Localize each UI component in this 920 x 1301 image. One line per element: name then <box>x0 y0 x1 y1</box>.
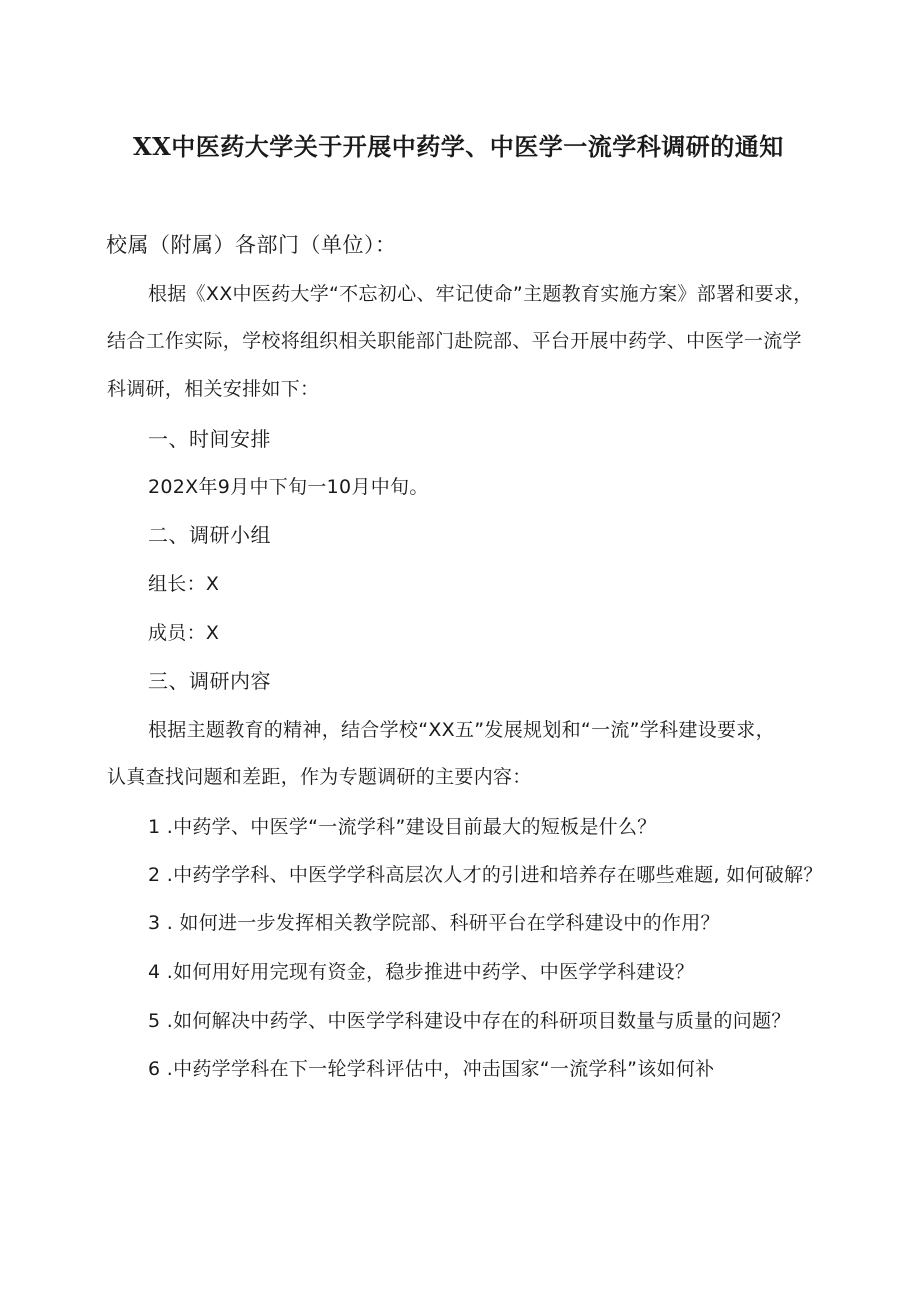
section-heading-team: 二、调研小组 <box>148 523 271 547</box>
content-intro-line-1: 根据主题教育的精神，结合学校“XX五”发展规划和“一流”学科建设要求， <box>148 719 775 741</box>
schedule-content: 202X年9月中下旬一10月中旬。 <box>148 476 429 498</box>
intro-line-2: 结合工作实际，学校将组织相关职能部门赴院部、平台开展中药学、中医学一流学 <box>107 330 802 352</box>
list-item: 1 .中药学、中医学“一流学科”建设目前最大的短板是什么？ <box>148 816 657 838</box>
section-heading-content: 三、调研内容 <box>148 669 271 693</box>
salutation: 校属（附属）各部门（单位）： <box>106 233 397 257</box>
list-item: 4 .如何用好用完现有资金，稳步推进中药学、中医学学科建设？ <box>148 961 695 983</box>
list-item: 6 .中药学学科在下一轮学科评估中，冲击国家“一流学科”该如何补 <box>148 1058 715 1080</box>
list-item: 2 .中药学学科、中医学学科高层次人才的引进和培养存在哪些难题, 如何破解？ <box>148 864 823 886</box>
intro-line-3: 科调研，相关安排如下： <box>107 378 320 400</box>
section-heading-schedule: 一、时间安排 <box>148 427 271 451</box>
intro-line-1: 根据《XX中医药大学“不忘初心、牢记使命”主题教育实施方案》部署和要求， <box>148 283 813 305</box>
content-intro-line-2: 认真查找问题和差距，作为专题调研的主要内容： <box>107 766 532 788</box>
team-leader: 组长：X <box>148 573 220 595</box>
list-item: 3 . 如何进一步发挥相关教学院部、科研平台在学科建设中的作用？ <box>148 912 720 934</box>
team-members: 成员：X <box>148 622 220 644</box>
document-title: XX中医药大学关于开展中药学、中医学一流学科调研的通知 <box>133 132 784 161</box>
list-item: 5 .如何解决中药学、中医学学科建设中存在的科研项目数量与质量的问题？ <box>148 1010 791 1032</box>
